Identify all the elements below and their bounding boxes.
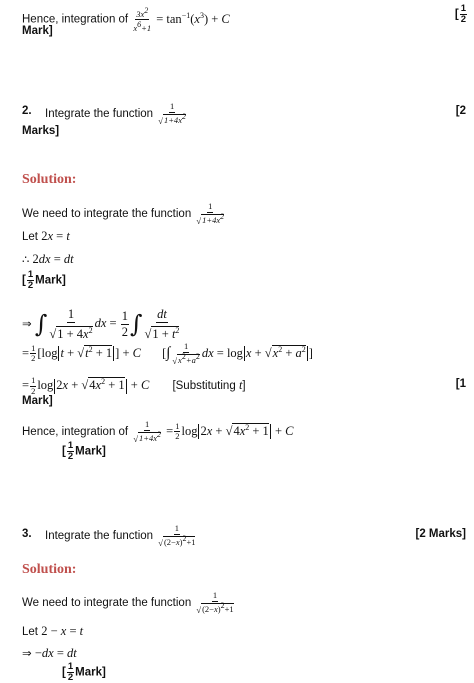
q3-marks: [2 Marks] bbox=[415, 528, 466, 540]
q2-log-line bbox=[22, 342, 313, 366]
q3-let-line: Let 2 − x = t bbox=[22, 624, 84, 638]
q2-integral-formula: ∫ $\frac{1}{√1 + 4x^2}$ dx = $\frac{1}{2}$ ∫ $\frac{dt}{√1 + t^2}$ bbox=[34, 307, 180, 342]
intro-hence-text: Hence, integration of bbox=[22, 13, 129, 26]
q2-prompt-line bbox=[45, 102, 188, 126]
q3-prompt-line bbox=[45, 524, 197, 548]
q2-function: $\frac{1}{√1+4x^2}$ bbox=[158, 101, 186, 126]
q2-half-mark: [ $\frac{1}{2}$ Mark] bbox=[22, 269, 66, 291]
intro-mark-fraction: [ $\frac{1}{2}$ bbox=[454, 3, 466, 25]
q2-hence-line: Hence, integration of $\frac{1}{√1+4x^2}$ = $\frac{1}{2}$ $\log 2x + √4x^2 + 1 + C$ bbox=[22, 419, 294, 444]
q2-marks-open: [2 bbox=[455, 105, 466, 117]
q3-number: 3. bbox=[22, 528, 32, 540]
q2-integral-line: ⇒ ∫ $\frac{1}{√1 + 4x^2}$ dx = $\frac{1}{2}$ ∫ $\frac{dt}{√1 + t^2}$ bbox=[22, 307, 180, 342]
q2-let-line: Let 2x = t bbox=[22, 229, 70, 243]
q2-need-function: $\frac{1}{√1+4x^2}$ bbox=[196, 201, 225, 226]
q2-standard-formula: [∫ $\frac{1}{√x^2+a^2}$ dx = $\log x + √x^2 + a^2$ ] bbox=[162, 341, 313, 366]
q2-marks-close: Marks] bbox=[22, 125, 60, 137]
q3-arrow-formula: −dx = dt bbox=[34, 646, 77, 660]
q2-hence-formula: $\frac{1}{√1+4x^2}$ = $\frac{1}{2}$ $\log 2x + √4x^2 + 1 + C$ bbox=[133, 419, 294, 444]
q2-number: 2. bbox=[22, 105, 32, 117]
q2-solution-label: Solution: bbox=[22, 172, 77, 187]
intro-formula: $\frac{3x^2}{x^6+1}$ = $\tan^{-1}(x^3) + C$ bbox=[133, 6, 230, 34]
q2-prompt: Integrate the function bbox=[45, 107, 154, 120]
q2-log-formula: = $\frac{1}{2}$ [log $t + √t^2 + 1$ ] + C bbox=[22, 342, 145, 364]
q2-mark-open: [1 bbox=[455, 378, 466, 390]
q2-substituting-note: [Substituting t] bbox=[172, 378, 246, 393]
q2-therefore-line: ∴ 2dx = dt bbox=[22, 252, 74, 266]
q3-need-line: We need to integrate the function $\frac{1}{√(2-x)^2+1}$ bbox=[22, 590, 234, 615]
q2-subst-formula: = $\frac{1}{2}$ $\log 2x + √4x^2 + 1 + C$ bbox=[22, 375, 153, 396]
q3-need-function: $\frac{1}{√(2-x)^2+1}$ bbox=[196, 590, 234, 615]
q3-let-formula: 2 − x = t bbox=[41, 624, 84, 638]
intro-mark-label: Mark] bbox=[22, 25, 53, 37]
q3-function: $\frac{1}{√(2-x)^2+1}$ bbox=[158, 523, 196, 548]
q3-half-mark: [ $\frac{1}{2}$ Mark] bbox=[62, 661, 106, 683]
q2-subst-line bbox=[22, 375, 246, 396]
q2-therefore-formula: 2dx = dt bbox=[32, 252, 74, 266]
q3-solution-label: Solution: bbox=[22, 562, 77, 577]
q2-mark-close: Mark] bbox=[22, 395, 53, 407]
q2-final-mark: [ $\frac{1}{2}$ Mark] bbox=[62, 440, 106, 462]
q2-let-formula: 2x = t bbox=[41, 229, 70, 243]
q3-prompt: Integrate the function bbox=[45, 529, 154, 542]
q2-need-line: We need to integrate the function $\frac{1}{√1+4x^2}$ bbox=[22, 201, 225, 226]
q3-arrow-line: ⇒ −dx = dt bbox=[22, 646, 77, 660]
intro-hence-line bbox=[22, 6, 230, 34]
